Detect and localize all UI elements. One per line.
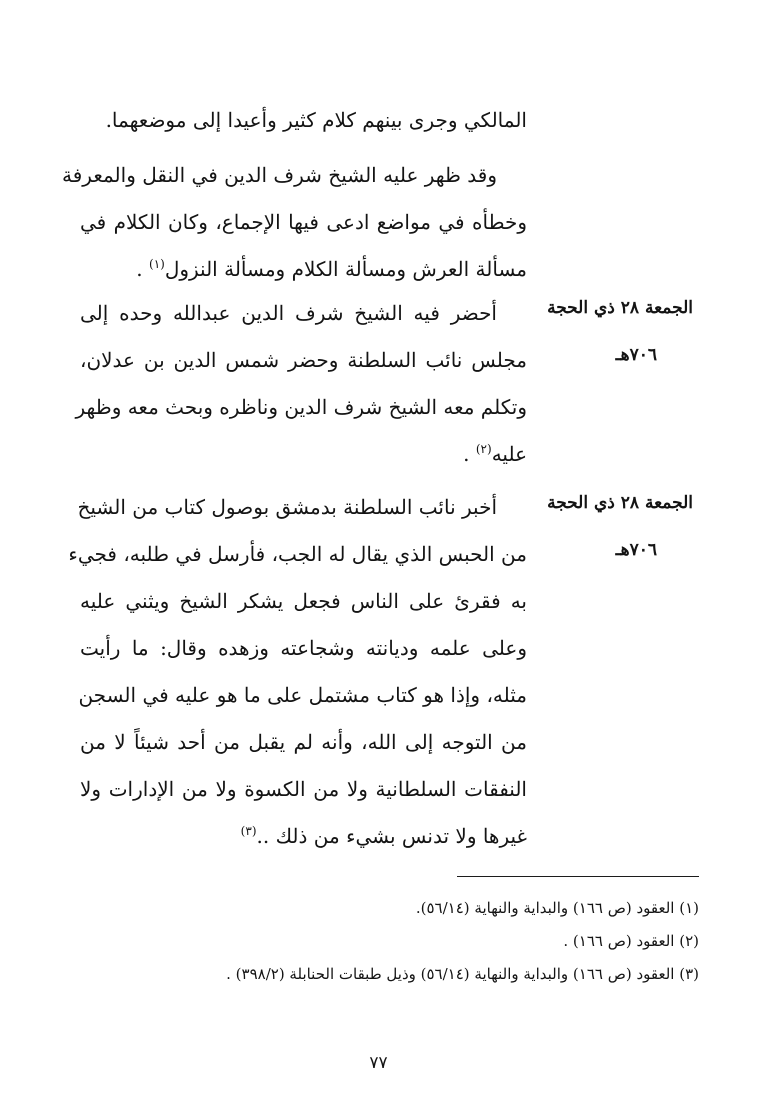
footnote-2: (٢) العقود (ص ١٦٦) .: [563, 932, 699, 950]
text-line: به فقرئ على الناس فجعل يشكر الشيخ ويثني عليه: [80, 589, 527, 613]
text-line: النفقات السلطانية ولا من الكسوة ولا من الإدارات ولا: [80, 777, 527, 801]
side-date-label: [543, 285, 693, 379]
side-date-label: [543, 480, 693, 574]
text-line: وعلى علمه وديانته وشجاعته وزهده وقال: ما رأيت: [80, 636, 527, 660]
side-year: ٧٠٦هـ: [615, 345, 657, 365]
text-line-with-note: [80, 813, 527, 860]
paragraph-2: [62, 152, 527, 293]
text-line-with-note: [80, 431, 527, 478]
side-day: الجمعة ٢٨ ذي الحجة: [547, 298, 693, 318]
paragraph-3: [75, 290, 527, 478]
text-line: مجلس نائب السلطنة وحضر شمس الدين بن عدلان،: [80, 348, 527, 372]
footnote-ref: (٣): [240, 824, 257, 838]
footnote-ref: (١): [149, 257, 165, 271]
text-line: وخطأه في مواضع ادعى فيها الإجماع، وكان الكلام في: [80, 210, 527, 234]
text-line: أخبر نائب السلطنة بدمشق بوصول كتاب من الشيخ: [77, 495, 497, 519]
paragraph-4: [68, 484, 527, 860]
paragraph-1: [80, 97, 527, 144]
footnote-separator: [457, 876, 699, 877]
text-line: مسألة العرش ومسألة الكلام ومسألة النزول: [164, 257, 527, 281]
line-tail: .: [463, 442, 476, 466]
side-year: ٧٠٦هـ: [615, 540, 657, 560]
footnote-1: (١) العقود (ص ١٦٦) والبداية والنهاية (٥٦/١٤).: [415, 899, 699, 917]
text-line: من الحبس الذي يقال له الجب، فأرسل في طلبه، فجيء: [68, 542, 527, 566]
text-line: أحضر فيه الشيخ شرف الدين عبدالله وحده إلى: [80, 301, 497, 325]
line-tail: .: [136, 257, 149, 281]
page-number: ٧٧: [369, 1053, 388, 1073]
text-line: المالكي وجرى بينهم كلام كثير وأعيدا إلى موضعهما.: [105, 108, 527, 132]
text-line: غيرها ولا تدنس بشيء من ذلك ..: [256, 824, 527, 848]
footnote-3: (٣) العقود (ص ١٦٦) والبداية والنهاية (٥٦/١٤) وذيل طبقات الحنابلة (٣٩٨/٢) .: [226, 965, 699, 983]
footnotes: [79, 892, 699, 991]
text-line: وتكلم معه الشيخ شرف الدين وناظره وبحث معه وظهر: [75, 395, 527, 419]
footnote-ref: (٢): [475, 442, 492, 456]
text-line: مثله، وإذا هو كتاب مشتمل على ما هو عليه في السجن: [78, 683, 527, 707]
text-line: وقد ظهر عليه الشيخ شرف الدين في النقل والمعرفة: [62, 163, 497, 187]
text-line: عليه: [491, 442, 527, 466]
side-day: الجمعة ٢٨ ذي الحجة: [547, 493, 693, 513]
text-line-with-note: [80, 246, 527, 293]
text-line: من التوجه إلى الله، وأنه لم يقبل من أحد شيئاً لا من: [80, 730, 527, 754]
